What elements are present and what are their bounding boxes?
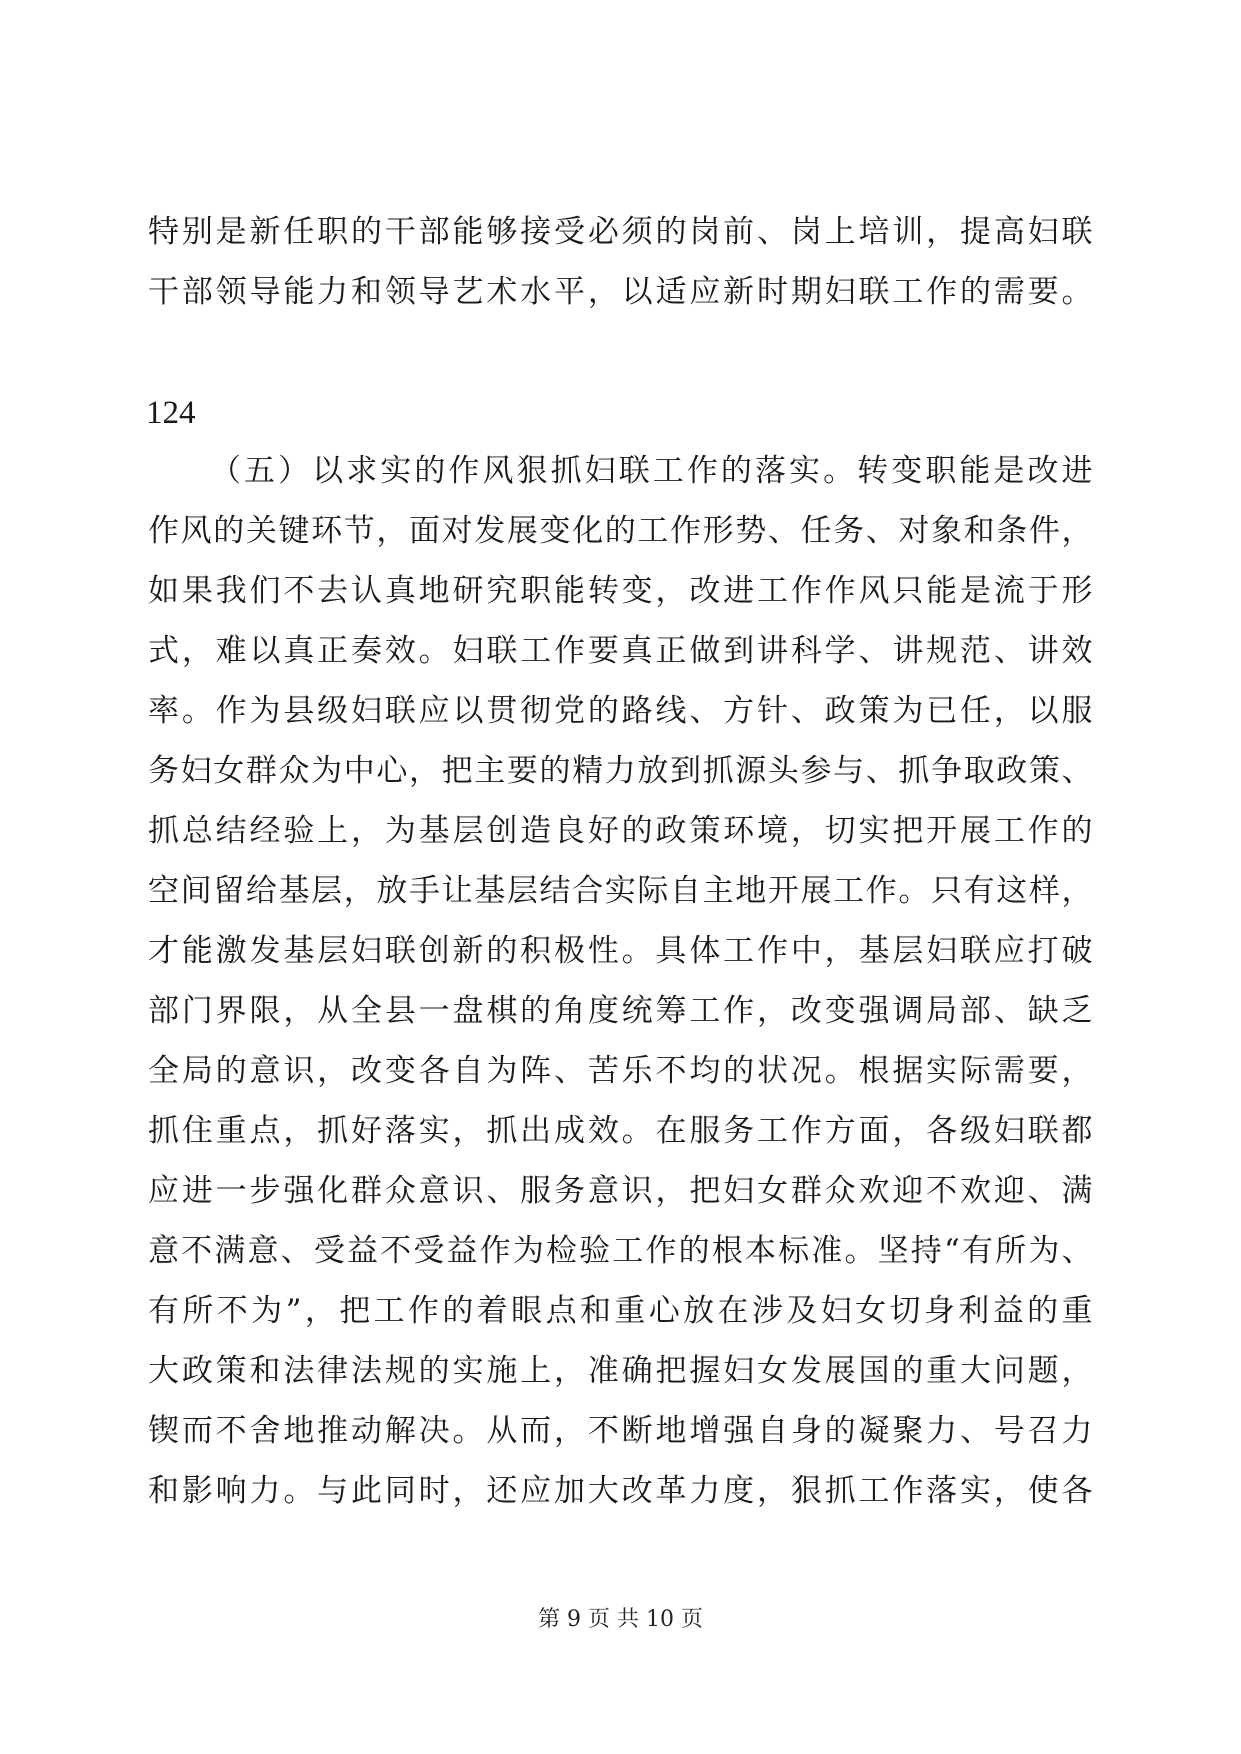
text-line: 干部领导能力和领导艺术水平，以适应新时期妇联工作的需要。 [148, 274, 1093, 310]
paragraph-line: 抓住重点，抓好落实，抓出成效。在服务工作方面，各级妇联都 [148, 1113, 1093, 1149]
paragraph-line: 应进一步强化群众意识、服务意识，把妇女群众欢迎不欢迎、满 [148, 1173, 1093, 1209]
paragraph-line: 全局的意识，改变各自为阵、苦乐不均的状况。根据实际需要， [148, 1053, 1093, 1089]
text-line: 特别是新任职的干部能够接受必须的岗前、岗上培训，提高妇联 [148, 214, 1093, 250]
paragraph-line: 意不满意、受益不受益作为检验工作的根本标准。坚持“有所为、 [148, 1233, 1093, 1269]
page-number-text: 124 [146, 395, 196, 431]
paragraph-line: 才能激发基层妇联创新的积极性。具体工作中，基层妇联应打破 [148, 933, 1093, 969]
paragraph-line: 抓总结经验上，为基层创造良好的政策环境，切实把开展工作的 [148, 813, 1093, 849]
paragraph-line: 大政策和法律法规的实施上，准确把握妇女发展国的重大问题， [148, 1353, 1093, 1389]
paragraph-line: 务妇女群众为中心，把主要的精力放到抓源头参与、抓争取政策、 [148, 753, 1093, 789]
paragraph-line: 和影响力。与此同时，还应加大改革力度，狠抓工作落实，使各 [148, 1473, 1093, 1509]
paragraph-line: 部门界限，从全县一盘棋的角度统筹工作，改变强调局部、缺乏 [148, 993, 1093, 1029]
paragraph-line: 率。作为县级妇联应以贯彻党的路线、方针、政策为已任，以服 [148, 693, 1093, 729]
paragraph-line: 有所不为”，把工作的着眼点和重心放在涉及妇女切身利益的重 [148, 1293, 1093, 1329]
paragraph-line: （五）以求实的作风狠抓妇联工作的落实。转变职能是改进 [210, 453, 1093, 489]
paragraph-line: 锲而不舍地推动解决。从而，不断地增强自身的凝聚力、号召力 [148, 1413, 1093, 1449]
paragraph-line: 如果我们不去认真地研究职能转变，改进工作作风只能是流于形 [148, 573, 1093, 609]
paragraph-line: 作风的关键环节，面对发展变化的工作形势、任务、对象和条件， [148, 513, 1093, 549]
paragraph-line: 式，难以真正奏效。妇联工作要真正做到讲科学、讲规范、讲效 [148, 633, 1093, 669]
page-footer: 第 9 页 共 10 页 [538, 1607, 703, 1632]
paragraph-line: 空间留给基层，放手让基层结合实际自主地开展工作。只有这样， [148, 873, 1093, 909]
